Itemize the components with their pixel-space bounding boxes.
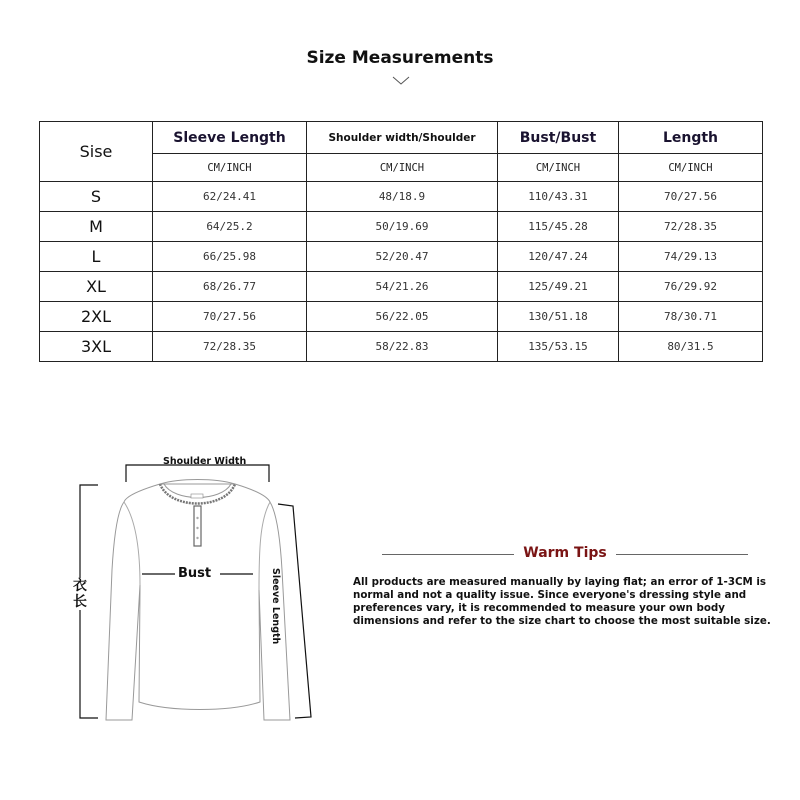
value-cell: 58/22.83 <box>307 332 498 362</box>
table-header-row <box>40 122 763 154</box>
shirt-measurement-diagram <box>60 440 330 740</box>
unit-label: CM/INCH <box>307 154 498 182</box>
size-chart-table <box>39 121 763 362</box>
value-cell: 68/26.77 <box>153 272 307 302</box>
value-cell: 78/30.71 <box>619 302 763 332</box>
size-cell: XL <box>40 272 153 302</box>
value-cell: 66/25.98 <box>153 242 307 272</box>
value-cell: 110/43.31 <box>498 182 619 212</box>
warm-tips-title: Warm Tips <box>523 545 607 561</box>
value-cell: 50/19.69 <box>307 212 498 242</box>
value-cell: 48/18.9 <box>307 182 498 212</box>
unit-label: CM/INCH <box>498 154 619 182</box>
value-cell: 135/53.15 <box>498 332 619 362</box>
divider-right <box>616 554 748 555</box>
column-header-sleeve-length: Sleeve Length <box>153 122 307 154</box>
chevron-down-icon <box>392 76 410 86</box>
page-title: Size Measurements <box>306 48 494 68</box>
size-column-header: Sise <box>40 122 153 182</box>
size-cell: S <box>40 182 153 212</box>
table-row <box>40 332 763 362</box>
size-cell: M <box>40 212 153 242</box>
value-cell: 52/20.47 <box>307 242 498 272</box>
value-cell: 74/29.13 <box>619 242 763 272</box>
sleeve-length-label: Sleeve Length <box>270 568 281 645</box>
value-cell: 70/27.56 <box>619 182 763 212</box>
length-label: 衣长 <box>73 578 87 610</box>
value-cell: 76/29.92 <box>619 272 763 302</box>
table-row <box>40 212 763 242</box>
column-header-bust: Bust/Bust <box>498 122 619 154</box>
size-cell: L <box>40 242 153 272</box>
column-header-length: Length <box>619 122 763 154</box>
value-cell: 125/49.21 <box>498 272 619 302</box>
value-cell: 62/24.41 <box>153 182 307 212</box>
value-cell: 115/45.28 <box>498 212 619 242</box>
value-cell: 80/31.5 <box>619 332 763 362</box>
value-cell: 56/22.05 <box>307 302 498 332</box>
unit-label: CM/INCH <box>619 154 763 182</box>
shoulder-width-label: Shoulder Width <box>163 456 247 467</box>
value-cell: 72/28.35 <box>619 212 763 242</box>
value-cell: 72/28.35 <box>153 332 307 362</box>
value-cell: 130/51.18 <box>498 302 619 332</box>
warm-tips-text: All products are measured manually by laying flat; an error of 1-3CM is normal and not a quality issue. Since everyone's dressing style and preferences vary, it is recommended to measure your own body dimensions and refer to the size chart to choose the most suitable size. <box>353 576 771 627</box>
value-cell: 64/25.2 <box>153 212 307 242</box>
value-cell: 120/47.24 <box>498 242 619 272</box>
table-row <box>40 272 763 302</box>
table-row <box>40 302 763 332</box>
value-cell: 54/21.26 <box>307 272 498 302</box>
table-row <box>40 242 763 272</box>
henley-shirt-illustration <box>60 440 330 740</box>
table-row <box>40 182 763 212</box>
value-cell: 70/27.56 <box>153 302 307 332</box>
warm-tips-heading <box>382 545 748 565</box>
size-cell: 2XL <box>40 302 153 332</box>
bust-label: Bust <box>178 566 212 581</box>
column-header-shoulder-width: Shoulder width/Shoulder <box>307 122 498 154</box>
unit-label: CM/INCH <box>153 154 307 182</box>
size-cell: 3XL <box>40 332 153 362</box>
